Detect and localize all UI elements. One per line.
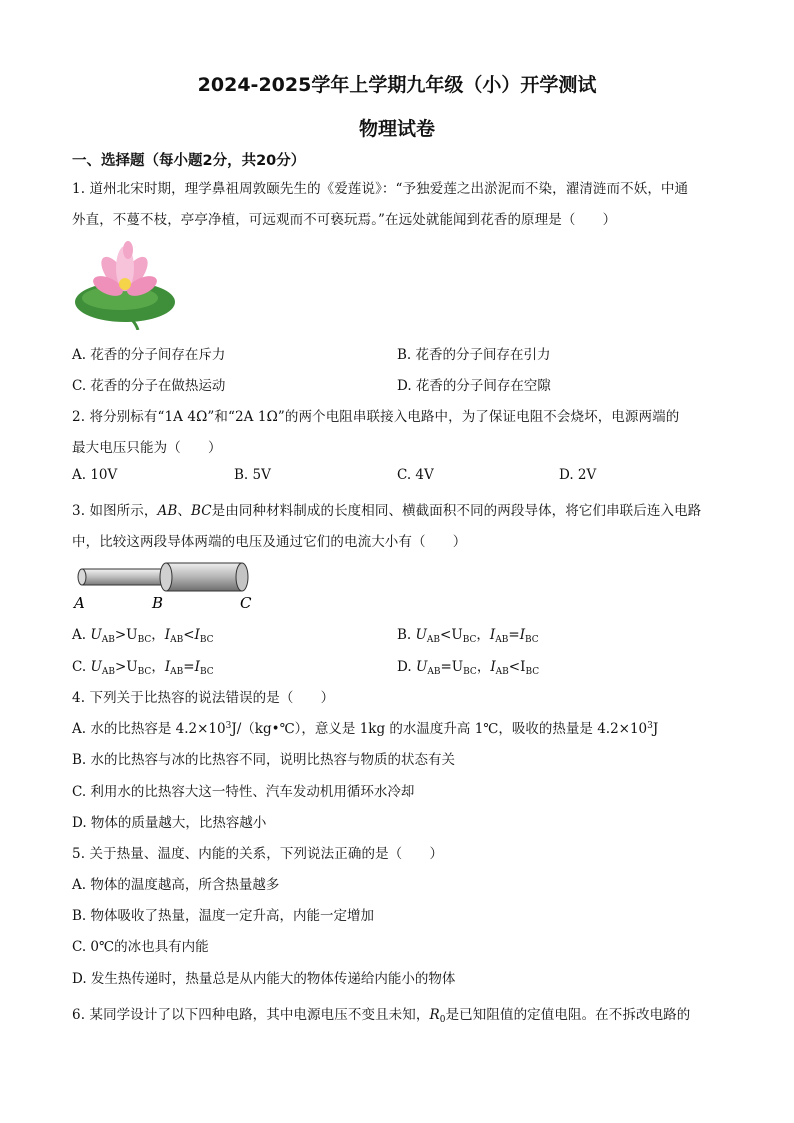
figure-label-a: A (74, 594, 85, 612)
q4-stem: 4. 下列关于比热容的说法错误的是（ ） (72, 690, 335, 706)
figure-label-b: B (152, 594, 164, 612)
section-heading: 一、选择题（每小题2分，共20分） (72, 153, 306, 169)
q1-option-a: A. 花香的分子间存在斥力 (72, 347, 226, 363)
q3-stem-line2: 中，比较这两段导体两端的电压及通过它们的电流大小有（ ） (72, 534, 467, 550)
q1-stem-line2: 外直，不蔓不枝，亭亭净植，可远观而不可亵玩焉。”在远处就能闻到花香的原理是（ ） (72, 212, 617, 228)
q2-stem-line2: 最大电压只能为（ ） (72, 440, 222, 456)
q3-stem-line1: 3. 如图所示，AB、BC是由同种材料制成的长度相同、横截面积不同的两段导体，将它们串联后连入电路 (72, 503, 702, 519)
q1-option-b: B. 花香的分子间存在引力 (397, 347, 551, 363)
q3-option-d: D. $U_{AB}=U_{BC}$，$I_{AB}<I_{BC}$ (397, 659, 540, 677)
q2-option-c: C. 4V (397, 467, 434, 483)
q1-option-d: D. 花香的分子间存在空隙 (397, 378, 551, 394)
q4-option-d: D. 物体的质量越大，比热容越小 (72, 815, 267, 831)
conductor-figure (70, 558, 260, 612)
figure-label-c: C (240, 594, 252, 612)
q1-option-c: C. 花香的分子在做热运动 (72, 378, 226, 394)
q4-option-b: B. 水的比热容与冰的比热容不同，说明比热容与物质的状态有关 (72, 752, 456, 768)
conductor-ab (78, 569, 168, 585)
page-title: 2024-2025学年上学期九年级（小）开学测试 (197, 74, 597, 96)
q1-stem-line1: 1. 道州北宋时期，理学鼻祖周敦颐先生的《爱莲说》：“予独爱莲之出淤泥而不染，濯清涟而不妖，中通 (72, 181, 689, 197)
q5-option-a: A. 物体的温度越高，所含热量越多 (72, 877, 280, 893)
q6-stem-line1: 6. 某同学设计了以下四种电路，其中电源电压不变且未知，$R_0$是已知阻值的定值电阻。在不拆改电路的 (72, 1007, 691, 1025)
q3-option-b: B. $U_{AB}<U_{BC}$，$I_{AB}=I_{BC}$ (397, 627, 539, 645)
q5-option-d: D. 发生热传递时，热量总是从内能大的物体传递给内能小的物体 (72, 971, 456, 987)
q4-option-c: C. 利用水的比热容大这一特性、汽车发动机用循环水冷却 (72, 784, 415, 800)
q2-option-a: A. 10V (72, 467, 118, 483)
lotus-bud (123, 241, 133, 259)
q3-option-a: A. $U_{AB}>U_{BC}$，$I_{AB}<I_{BC}$ (72, 627, 214, 645)
page-subtitle: 物理试卷 (358, 118, 435, 140)
q5-stem: 5. 关于热量、温度、内能的关系，下列说法正确的是（ ） (72, 846, 444, 862)
q2-option-b: B. 5V (234, 467, 271, 483)
q3-option-c: C. $U_{AB}>U_{BC}$，$I_{AB}=I_{BC}$ (72, 659, 214, 677)
q5-option-b: B. 物体吸收了热量，温度一定升高，内能一定增加 (72, 908, 375, 924)
q5-option-c: C. 0℃的冰也具有内能 (72, 939, 209, 955)
conductor-bc (160, 563, 248, 591)
lotus-image (70, 240, 180, 330)
q2-stem-line1: 2. 将分别标有“1A 4Ω”和“2A 1Ω”的两个电阻串联接入电路中，为了保证电阻不会烧坏，电源两端的 (72, 409, 680, 425)
q2-option-d: D. 2V (559, 467, 597, 483)
q4-option-a: A. 水的比热容是 $4.2\times 10^3J/(kg•℃)$，意义是 1kg 的水温度升高 1℃，吸收的热量是 $4.2\times 10^3J$ (72, 721, 659, 737)
